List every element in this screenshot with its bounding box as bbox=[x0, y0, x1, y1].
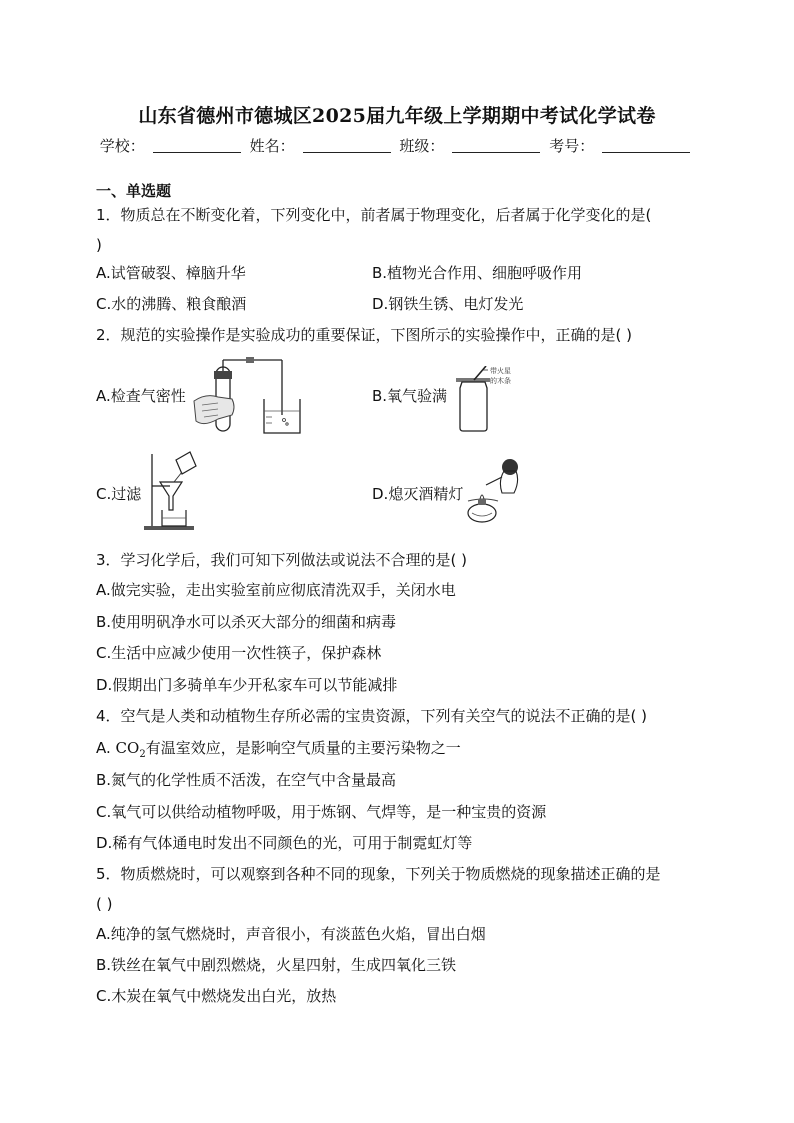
class-label: 班级： bbox=[399, 137, 445, 155]
airtightness-check-figure bbox=[188, 357, 308, 443]
q4-option-a[interactable] bbox=[96, 738, 461, 765]
q4-option-a-text: 有温室效应，是影响空气质量的主要污染物之一 bbox=[145, 739, 461, 757]
q2-option-a[interactable]: A.检查气密性 bbox=[96, 387, 186, 405]
q1-option-d[interactable]: D.钢铁生锈、电灯发光 bbox=[372, 295, 524, 313]
q5-option-b[interactable]: B.铁丝在氧气中剧烈燃烧，火星四射，生成四氧化三铁 bbox=[96, 956, 457, 974]
q3-option-c[interactable]: C.生活中应减少使用一次性筷子，保护森林 bbox=[96, 644, 382, 662]
q4-stem: 4．空气是人类和动植物生存所必需的宝贵资源，下列有关空气的说法不正确的是( ) bbox=[96, 707, 648, 725]
q1-stem: 1．物质总在不断变化着，下列变化中，前者属于物理变化，后者属于化学变化的是( bbox=[96, 206, 652, 224]
q2-stem: 2．规范的实验操作是实验成功的重要保证，下图所示的实验操作中，正确的是( ) bbox=[96, 326, 633, 344]
school-blank[interactable] bbox=[153, 138, 241, 153]
name-label: 姓名： bbox=[249, 137, 295, 155]
q4-option-a-prefix: A. bbox=[96, 739, 111, 757]
oxygen-check-figure bbox=[452, 366, 532, 438]
co2-formula: $CO_2$ bbox=[115, 739, 146, 760]
school-label: 学校： bbox=[99, 137, 145, 155]
fig-label-splint: 的木条 bbox=[490, 377, 511, 385]
exam-title: 山东省德州市德城区2025届九年级上学期期中考试化学试卷 bbox=[138, 105, 656, 127]
q2-option-d[interactable]: D.熄灭酒精灯 bbox=[372, 485, 464, 503]
q3-option-a[interactable]: A.做完实验，走出实验室前应彻底清洗双手，关闭水电 bbox=[96, 581, 456, 599]
student-info-row bbox=[0, 135, 794, 156]
name-blank[interactable] bbox=[303, 138, 391, 153]
q2-option-c[interactable]: C.过滤 bbox=[96, 485, 142, 503]
q1-stem-cont: ) bbox=[96, 236, 102, 254]
q2-option-b[interactable]: B.氧气验满 bbox=[372, 387, 448, 405]
q1-option-b[interactable]: B.植物光合作用、细胞呼吸作用 bbox=[372, 264, 583, 282]
q3-option-d[interactable]: D.假期出门多骑单车少开私家车可以节能减排 bbox=[96, 676, 398, 694]
q4-option-d[interactable]: D.稀有气体通电时发出不同颜色的光，可用于制霓虹灯等 bbox=[96, 834, 473, 852]
q1-option-c[interactable]: C.水的沸腾、粮食酿酒 bbox=[96, 295, 247, 313]
fig-label-glowing: 带火星 bbox=[490, 367, 511, 375]
extinguish-lamp-figure bbox=[464, 455, 530, 531]
q3-stem: 3．学习化学后，我们可知下列做法或说法不合理的是( ) bbox=[96, 551, 468, 569]
number-label: 考号： bbox=[549, 137, 595, 155]
q3-option-b[interactable]: B.使用明矾净水可以杀灭大部分的细菌和病毒 bbox=[96, 613, 397, 631]
q5-option-c[interactable]: C.木炭在氧气中燃烧发出白光，放热 bbox=[96, 987, 337, 1005]
filtration-figure bbox=[138, 448, 198, 536]
q5-option-a[interactable]: A.纯净的氢气燃烧时，声音很小，有淡蓝色火焰，冒出白烟 bbox=[96, 925, 486, 943]
section-heading: 一、单选题 bbox=[96, 182, 172, 200]
number-blank[interactable] bbox=[602, 138, 690, 153]
q5-stem: 5．物质燃烧时，可以观察到各种不同的现象，下列关于物质燃烧的现象描述正确的是 bbox=[96, 865, 661, 883]
class-blank[interactable] bbox=[452, 138, 540, 153]
q4-option-b[interactable]: B.氮气的化学性质不活泼，在空气中含量最高 bbox=[96, 771, 397, 789]
q1-option-a[interactable]: A.试管破裂、樟脑升华 bbox=[96, 264, 246, 282]
q4-option-c[interactable]: C.氧气可以供给动植物呼吸，用于炼钢、气焊等，是一种宝贵的资源 bbox=[96, 803, 547, 821]
q5-stem-cont: ( ) bbox=[96, 895, 113, 913]
